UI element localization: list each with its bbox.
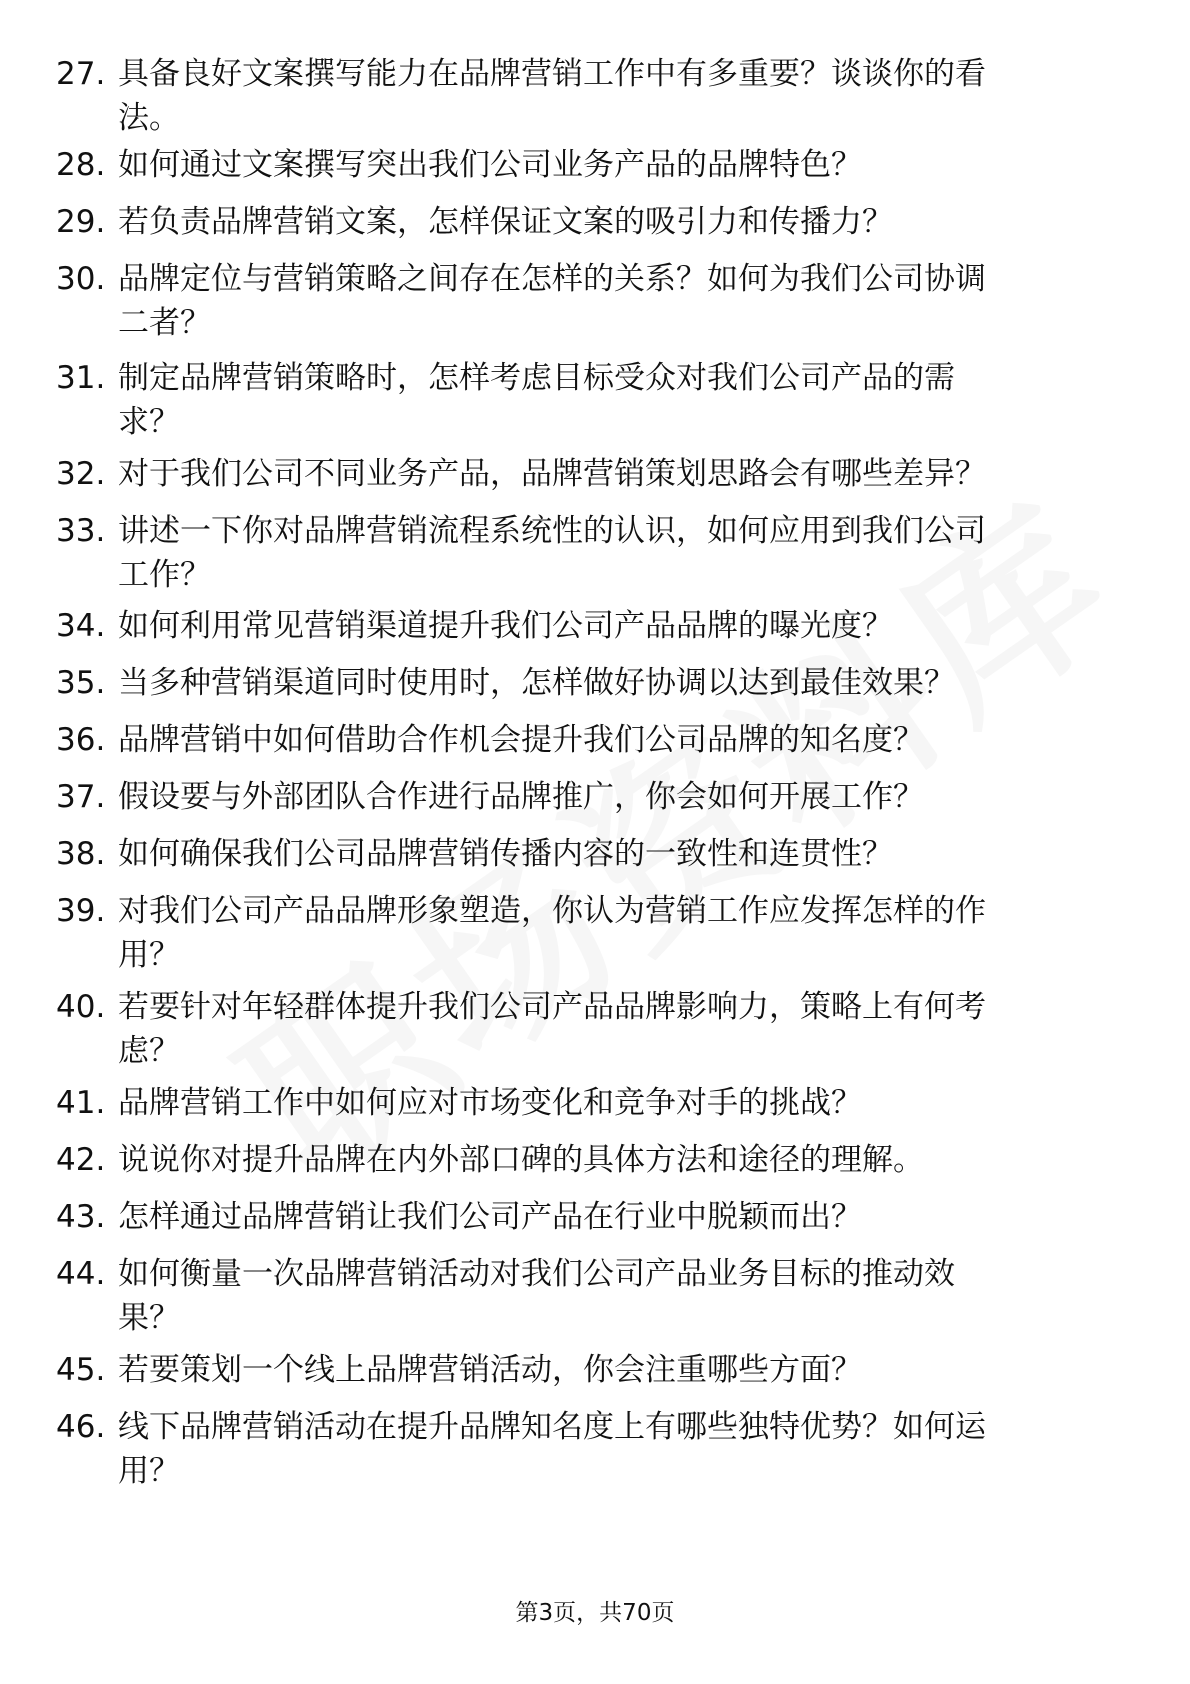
question-text: 制定品牌营销策略时，怎样考虑目标受众对我们公司产品的需 求？ bbox=[118, 360, 955, 440]
page-number-label: 第3页，共70页 bbox=[515, 1600, 675, 1626]
question-text: 若负责品牌营销文案，怎样保证文案的吸引力和传播力？ bbox=[118, 204, 893, 240]
question-number: 34. bbox=[56, 608, 106, 644]
question-text: 若要策划一个线上品牌营销活动，你会注重哪些方面？ bbox=[118, 1352, 862, 1388]
question-text: 对于我们公司不同业务产品，品牌营销策划思路会有哪些差异？ bbox=[118, 456, 986, 492]
question-number: 32. bbox=[56, 456, 106, 492]
question-number: 31. bbox=[56, 360, 106, 396]
page-footer bbox=[0, 1594, 1190, 1627]
question-number: 37. bbox=[56, 779, 106, 815]
question-number: 28. bbox=[56, 147, 106, 183]
question-number: 43. bbox=[56, 1199, 106, 1235]
question-text: 当多种营销渠道同时使用时，怎样做好协调以达到最佳效果？ bbox=[118, 665, 955, 701]
question-text: 品牌定位与营销策略之间存在怎样的关系？如何为我们公司协调 二者？ bbox=[118, 261, 986, 341]
question-number: 42. bbox=[56, 1142, 106, 1178]
question-text: 怎样通过品牌营销让我们公司产品在行业中脱颖而出？ bbox=[118, 1199, 862, 1235]
question-number: 46. bbox=[56, 1409, 106, 1445]
question-text: 对我们公司产品品牌形象塑造，你认为营销工作应发挥怎样的作 用？ bbox=[118, 893, 986, 973]
question-number: 29. bbox=[56, 204, 106, 240]
question-number: 45. bbox=[56, 1352, 106, 1388]
question-number: 38. bbox=[56, 836, 106, 872]
question-text: 说说你对提升品牌在内外部口碑的具体方法和途径的理解。 bbox=[118, 1142, 924, 1178]
question-text: 如何通过文案撰写突出我们公司业务产品的品牌特色？ bbox=[118, 147, 862, 183]
question-number: 35. bbox=[56, 665, 106, 701]
question-text: 品牌营销工作中如何应对市场变化和竞争对手的挑战？ bbox=[118, 1085, 862, 1121]
question-number: 39. bbox=[56, 893, 106, 929]
question-number: 41. bbox=[56, 1085, 106, 1121]
question-number: 27. bbox=[56, 56, 106, 92]
question-text: 如何利用常见营销渠道提升我们公司产品品牌的曝光度？ bbox=[118, 608, 893, 644]
question-text: 如何衡量一次品牌营销活动对我们公司产品业务目标的推动效 果？ bbox=[118, 1256, 955, 1336]
question-number: 40. bbox=[56, 989, 106, 1025]
question-text: 线下品牌营销活动在提升品牌知名度上有哪些独特优势？如何运 用？ bbox=[118, 1409, 986, 1489]
question-text: 品牌营销中如何借助合作机会提升我们公司品牌的知名度？ bbox=[118, 722, 924, 758]
question-text: 若要针对年轻群体提升我们公司产品品牌影响力，策略上有何考 虑？ bbox=[118, 989, 986, 1069]
question-text: 假设要与外部团队合作进行品牌推广，你会如何开展工作？ bbox=[118, 779, 924, 815]
question-text: 具备良好文案撰写能力在品牌营销工作中有多重要？谈谈你的看 法。 bbox=[118, 56, 986, 136]
question-text: 讲述一下你对品牌营销流程系统性的认识，如何应用到我们公司 工作？ bbox=[118, 513, 986, 593]
question-number: 30. bbox=[56, 261, 106, 297]
question-text: 如何确保我们公司品牌营销传播内容的一致性和连贯性？ bbox=[118, 836, 893, 872]
question-number: 36. bbox=[56, 722, 106, 758]
question-number: 33. bbox=[56, 513, 106, 549]
question-number: 44. bbox=[56, 1256, 106, 1292]
